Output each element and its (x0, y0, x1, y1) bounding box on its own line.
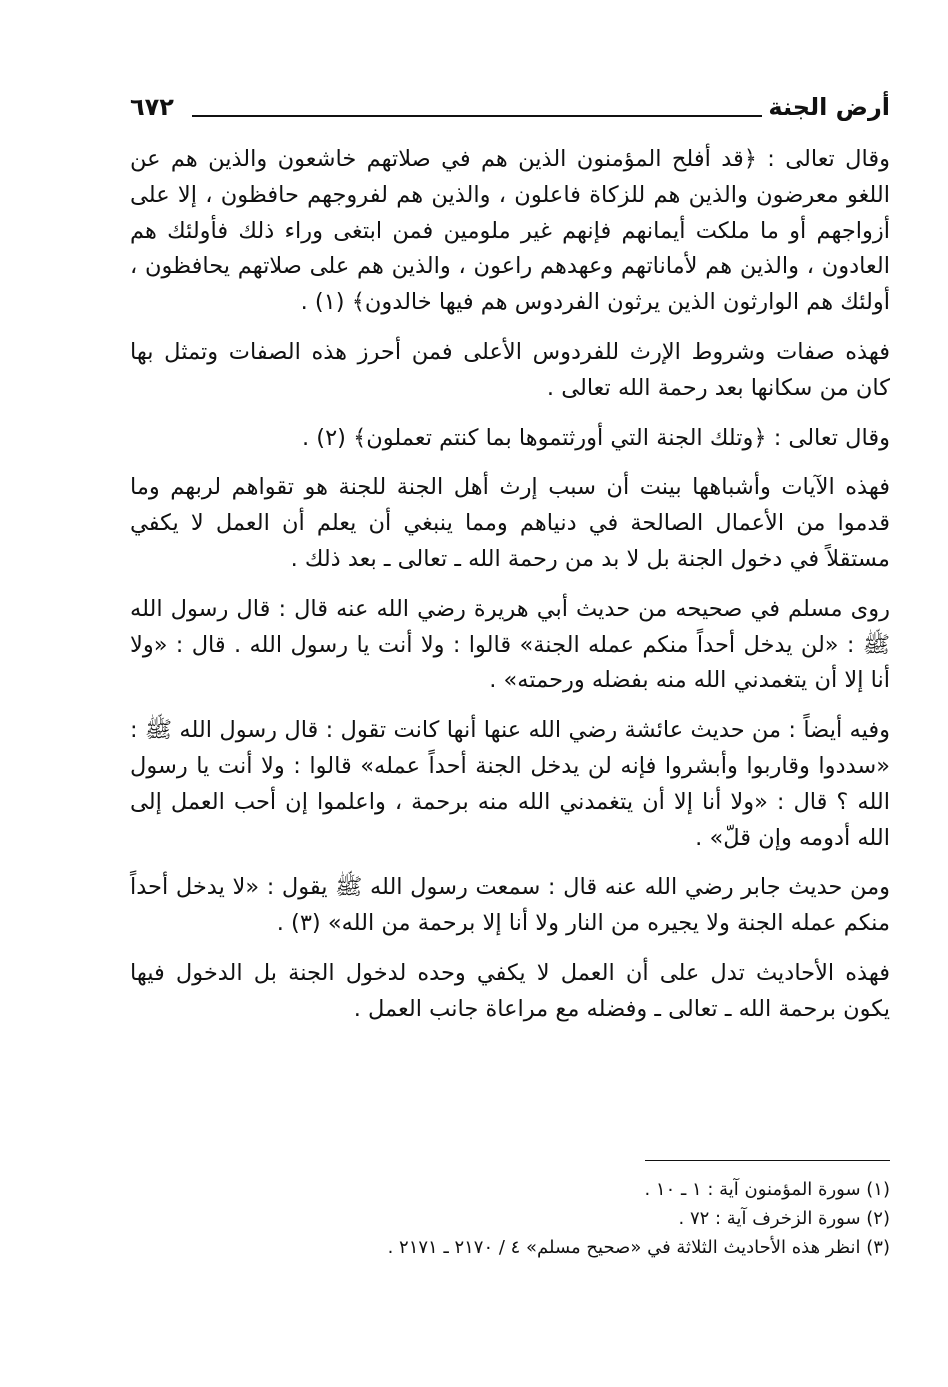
footnote-3: (٣) انظر هذه الأحاديث الثلاثة في «صحيح مسلم» ٤ / ٢١٧٠ ـ ٢١٧١ . (387, 1237, 890, 1258)
paragraph-1: وقال تعالى : ﴿قد أفلح المؤمنون الذين هم في صلاتهم خاشعون والذين هم عن اللغو معرضون والذين هم للزكاة فاعلون ، والذين هم لفروجهم حافظون ، إلا على أزواجهم أو ما ملكت أيمانهم فإنهم غير ملومين فمن ابتغى وراء ذلك فأولئك هم العادون ، والذين هم لأماناتهم وعهدهم راعون ، والذين هم على صلاتهم يحافظون ، أولئك هم الوارثون الذين يرثون الفردوس هم فيها خالدون﴾ (١) . (130, 146, 890, 316)
header-rule (192, 115, 762, 117)
page-header (130, 92, 890, 122)
paragraph-4: فهذه الآيات وأشباهها بينت أن سبب إرث أهل الجنة للجنة هو تقواهم لربهم وما قدموا من الأعمال الصالحة في دنياهم ومما ينبغي أن يعلم أن العمل لا يكفي مستقلاً في دخول الجنة بل لا بد من رحمة الله ـ تعالى ـ بعد ذلك . (130, 474, 890, 572)
paragraph-8: فهذه الأحاديث تدل على أن العمل لا يكفي وحده لدخول الجنة بل الدخول فيها يكون برحمة الله ـ تعالى ـ وفضله مع مراعاة جانب العمل . (130, 959, 890, 1022)
footnote-rule (645, 1160, 890, 1161)
page-number: ٦٧٢ (130, 93, 174, 121)
paragraph-6: وفيه أيضاً : من حديث عائشة رضي الله عنها أنها كانت تقول : قال رسول الله ﷺ : «سددوا وقاربوا وأبشروا فإنه لن يدخل الجنة أحداً عمله» قالوا : ولا أنت يا رسول الله ؟ قال : «ولا أنا إلا أن يتغمدني الله منه برحمة ، واعلموا إن أحب العمل إلى الله أدومه وإن قلّ» . (130, 717, 890, 851)
paragraph-2: فهذه صفات وشروط الإرث للفردوس الأعلى فمن أحرز هذه الصفات وتمثل بها كان من سكانها بعد رحمة الله تعالى . (130, 338, 890, 401)
paragraph-5: روى مسلم في صحيحه من حديث أبي هريرة رضي الله عنه قال : قال رسول الله ﷺ : «لن يدخل أحداً منكم عمله الجنة» قالوا : ولا أنت يا رسول الله . قال : «ولا أنا إلا أن يتغمدني الله منه بفضله ورحمته» . (130, 595, 890, 694)
footnotes (190, 1175, 890, 1262)
paragraph-3: وقال تعالى : ﴿وتلك الجنة التي أورثتموها بما كنتم تعملون﴾ (٢) . (301, 424, 890, 451)
running-title: أرض الجنة (768, 93, 890, 121)
page-body (130, 142, 890, 1042)
paragraph-7: ومن حديث جابر رضي الله عنه قال : سمعت رسول الله ﷺ يقول : «لا يدخل أحداً منكم عمله الجنة ولا يجيره من النار ولا أنا إلا برحمة من الله» (٣) . (130, 874, 890, 937)
footnote-1: (١) سورة المؤمنون آية : ١ ـ ١٠ . (644, 1179, 890, 1200)
footnote-2: (٢) سورة الزخرف آية : ٧٢ . (678, 1208, 890, 1229)
